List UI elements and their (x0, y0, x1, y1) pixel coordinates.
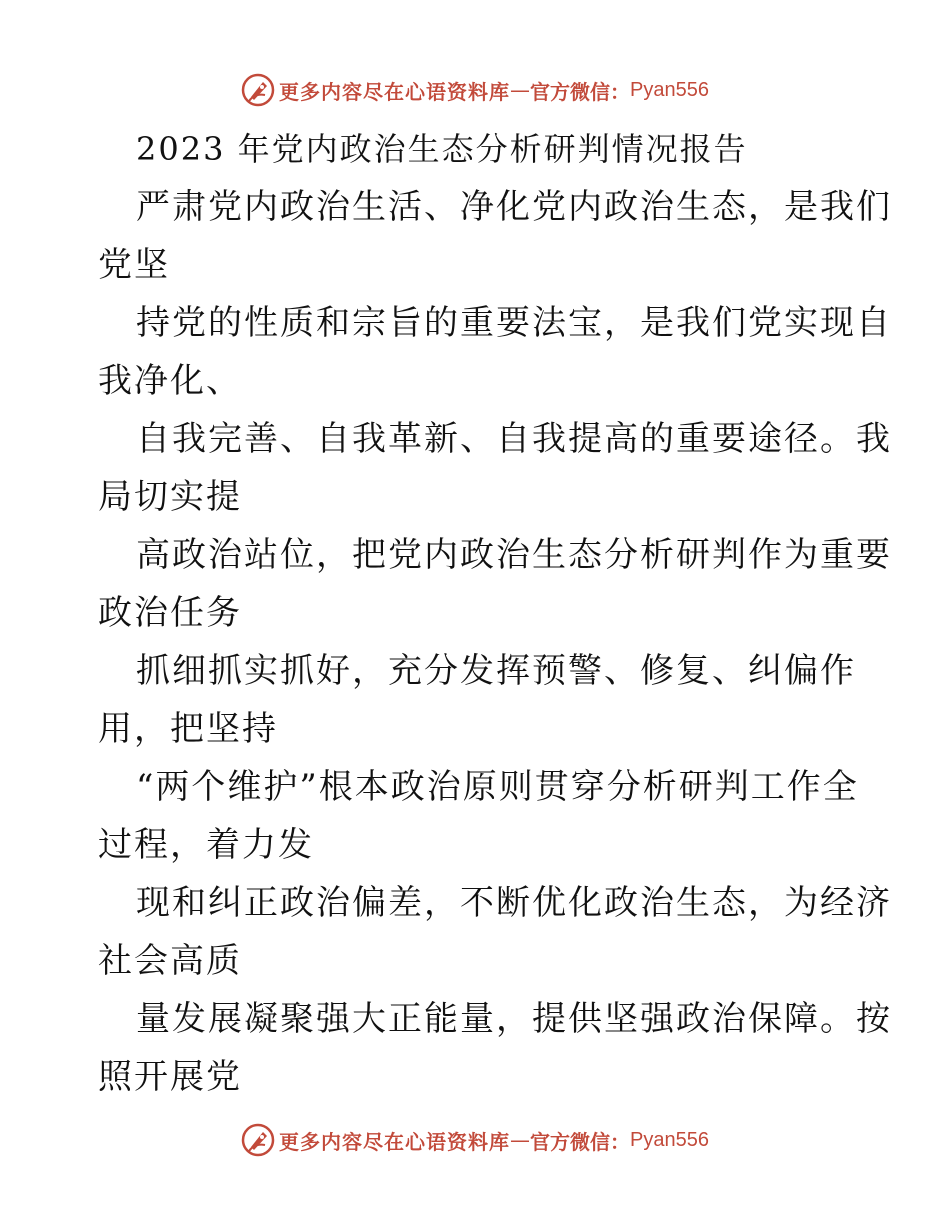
banner-dash: — (510, 1128, 531, 1152)
banner-brand-text: 更多内容尽在心语资料库 (279, 1129, 511, 1154)
document-line: 持党的性质和宗旨的重要法宝，是我们党实现自 (136, 303, 892, 343)
document-line: 过程，着力发 (98, 825, 314, 865)
banner-wechat-label: 官方微信： (530, 79, 631, 104)
document-line: 我净化、 (98, 361, 242, 401)
document-line: 用，把坚持 (98, 709, 278, 749)
pen-nib-logo-icon (241, 1123, 275, 1157)
banner-wechat-id: Pyan556 (630, 78, 709, 101)
document-line: “两个维护”根本政治原则贯穿分析研判工作全 (136, 767, 859, 807)
banner-dash: — (510, 78, 531, 102)
banner-wechat-id: Pyan556 (630, 1128, 709, 1151)
document-line: 社会高质 (98, 941, 242, 981)
banner-wechat-label: 官方微信： (530, 1129, 631, 1154)
pen-nib-logo-icon (241, 73, 275, 107)
document-line: 照开展党 (98, 1057, 242, 1097)
document-title: 2023 年党内政治生态分析研判情况报告 (136, 130, 748, 168)
banner-brand-text: 更多内容尽在心语资料库 (279, 79, 511, 104)
document-line: 抓细抓实抓好，充分发挥预警、修复、纠偏作 (136, 651, 856, 691)
document-line: 政治任务 (98, 593, 242, 633)
document-line: 局切实提 (98, 477, 242, 517)
document-body (98, 120, 892, 1106)
document-line: 严肃党内政治生活、净化党内政治生态，是我们 (136, 187, 892, 227)
document-line: 自我完善、自我革新、自我提高的重要途径。我 (136, 419, 892, 459)
document-line: 现和纠正政治偏差，不断优化政治生态，为经济 (136, 883, 892, 923)
footer-banner (0, 1120, 950, 1160)
document-lines (98, 178, 892, 1106)
document-line: 高政治站位，把党内政治生态分析研判作为重要 (136, 535, 892, 575)
header-banner (0, 70, 950, 110)
document-line: 党坚 (98, 245, 170, 285)
document-line: 量发展凝聚强大正能量，提供坚强政治保障。按 (136, 999, 892, 1039)
